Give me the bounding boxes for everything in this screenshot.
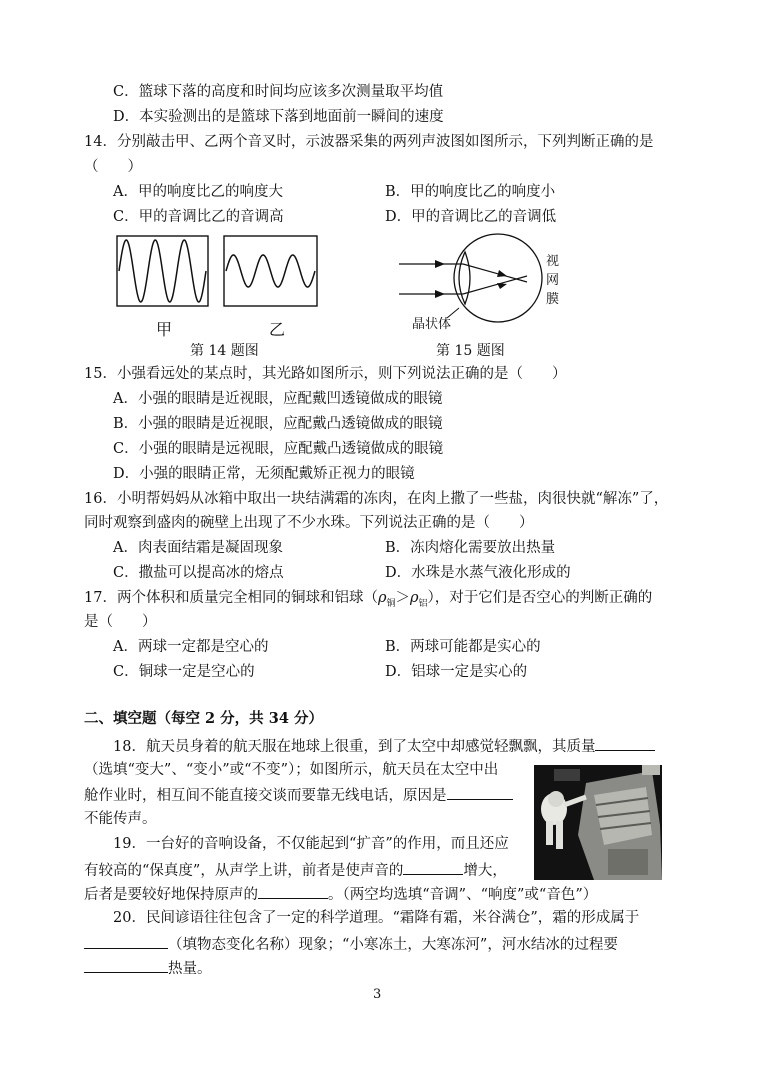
- q19-text-2a: 有较高的“保真度”，从声学上讲，前者是使声音的: [84, 863, 404, 879]
- q15-label-lens: 晶状体: [412, 317, 452, 332]
- q18-text-3: 舱作业时，相互间不能直接交谈而要靠无线电话，原因是: [84, 788, 447, 804]
- q18-text-1: 18．航天员身着的航天服在地球上很重，到了太空中却感觉轻飘飘，其质量: [113, 739, 596, 755]
- q16-stem-line-2: 同时观察到盛肉的碗壁上出现了不少水珠。下列说法正确的是（ ）: [84, 515, 534, 531]
- q14-option-d: D．甲的音调比乙的音调低: [385, 209, 557, 225]
- q20-answer-blank-1[interactable]: [84, 933, 168, 949]
- q14-caption: 第 14 题图: [190, 343, 259, 359]
- q19-text-2b: 增大，: [463, 863, 507, 879]
- q15-label-retina-3: 膜: [546, 292, 560, 307]
- rho-symbol-2: ρ: [410, 590, 419, 606]
- q15-option-d: D．小强的眼睛正常，无须配戴矫正视力的眼镜: [113, 466, 415, 482]
- q19-answer-blank-1[interactable]: [403, 859, 463, 875]
- q14-option-b: B．甲的响度比乙的响度小: [385, 184, 556, 200]
- eyeball-outline: [454, 234, 542, 322]
- q15-option-c: C．小强的眼睛是远视眼，应配戴凸透镜做成的眼镜: [113, 441, 444, 457]
- q20-text-3: 热量。: [168, 961, 212, 977]
- refracted-ray-bottom: [463, 276, 527, 294]
- q16-stem-line-1: 16．小明帮妈妈从冰箱中取出一块结满霜的冻肉，在肉上撒了一些盐，肉很快就“解冻”了，: [84, 491, 669, 507]
- rho-subscript-copper: 铜: [386, 598, 396, 609]
- q19-text-3a: 后者是要较好地保持原声的: [84, 887, 258, 903]
- lens-shape: [459, 252, 470, 304]
- refracted-arrow-top: [497, 270, 507, 277]
- q18-line-4: 不能传声。: [84, 811, 157, 827]
- refracted-arrow-bottom: [497, 283, 507, 289]
- q20-text-2: （填物态变化名称）现象；“小寒冻土，大寒冻河”，河水结冰的过程要: [168, 937, 618, 953]
- q17-stem-line-1: [84, 588, 652, 614]
- q14-option-a: A．甲的响度比乙的响度大: [113, 184, 283, 200]
- greater-than-sign: ＞: [395, 590, 410, 606]
- q13-option-c: C．篮球下落的高度和时间均应该多次测量取平均值: [113, 84, 444, 100]
- q17-option-d: D．铝球一定是实心的: [385, 664, 528, 680]
- q19-line-2: [84, 859, 507, 881]
- q20-answer-blank-2[interactable]: [84, 957, 168, 973]
- q19-text-3b: 。（两空均选填“音调”、“响度”或“音色”）: [328, 887, 598, 903]
- q17-option-c: C．铜球一定是空心的: [113, 664, 255, 680]
- q13-option-d: D．本实验测出的是篮球下落到地面前一瞬间的速度: [113, 109, 444, 125]
- q20-line-1: 20．民间谚语往往包含了一定的科学道理。“霜降有霜，米谷满仓”，霜的形成属于: [113, 910, 640, 926]
- q19-line-3: [84, 883, 597, 905]
- q14-option-c: C．甲的音调比乙的音调高: [113, 209, 284, 225]
- q14-label-yi: 乙: [269, 320, 286, 339]
- q18-line-2: （选填“变大”、“变小”或“不变”）；如图所示，航天员在太空中出: [84, 762, 499, 778]
- q18-answer-blank-2[interactable]: [447, 784, 513, 800]
- q17-option-b: B．两球可能都是实心的: [385, 639, 541, 655]
- q18-line-1: [113, 735, 655, 757]
- q18-line-3: [84, 784, 513, 806]
- ray-arrow-top: [435, 260, 445, 268]
- q18-answer-blank-1[interactable]: [595, 735, 655, 751]
- astronaut-spacewalk-photo: [534, 765, 662, 880]
- q19-line-1: 19．一台好的音响设备，不仅能起到“扩音”的作用，而且还应: [113, 836, 509, 852]
- page-number: 3: [373, 987, 382, 1002]
- q19-answer-blank-2[interactable]: [258, 883, 328, 899]
- q17-stem-part-b: ），对于它们是否空心的判断正确的: [427, 590, 653, 606]
- q16-option-b: B．冻肉熔化需要放出热量: [385, 540, 556, 556]
- q16-option-c: C．撒盐可以提高冰的熔点: [113, 565, 284, 581]
- q15-caption: 第 15 题图: [436, 343, 505, 359]
- q14-stem: 14．分别敲击甲、乙两个音叉时，示波器采集的两列声波图如图所示，下列判断正确的是: [84, 134, 654, 150]
- q15-option-a: A．小强的眼睛是近视眼，应配戴凹透镜做成的眼镜: [113, 391, 443, 407]
- q20-line-2: [84, 933, 618, 955]
- q16-option-a: A．肉表面结霜是凝固现象: [113, 540, 283, 556]
- q17-option-a: A．两球一定都是空心的: [113, 639, 269, 655]
- q15-label-retina-2: 网: [546, 273, 560, 288]
- section-2-title: 二、填空题（每空 2 分，共 34 分）: [84, 710, 323, 727]
- q15-stem: 15．小强看远处的某点时，其光路如图所示，则下列说法正确的是（ ）: [84, 366, 567, 382]
- q14-answer-paren: （ ）: [84, 159, 142, 175]
- q16-option-d: D．水珠是水蒸气液化形成的: [385, 565, 571, 581]
- waveform-yi: [226, 255, 315, 287]
- q14-waveform-figure: [112, 233, 324, 313]
- q17-stem-line-2: 是（ ）: [84, 614, 157, 630]
- q20-line-3: [84, 957, 212, 979]
- rho-symbol: ρ: [377, 590, 387, 606]
- ray-arrow-bottom: [435, 290, 445, 298]
- rho-subscript-aluminium: 铝: [418, 598, 428, 609]
- q15-option-b: B．小强的眼睛是近视眼，应配戴凸透镜做成的眼镜: [113, 416, 443, 432]
- waveform-jia: [119, 240, 206, 302]
- q17-stem-part-a: 17．两个体积和质量完全相同的铜球和铝球（: [84, 590, 378, 606]
- q15-label-retina-1: 视: [546, 254, 560, 269]
- q14-label-jia: 甲: [156, 320, 173, 339]
